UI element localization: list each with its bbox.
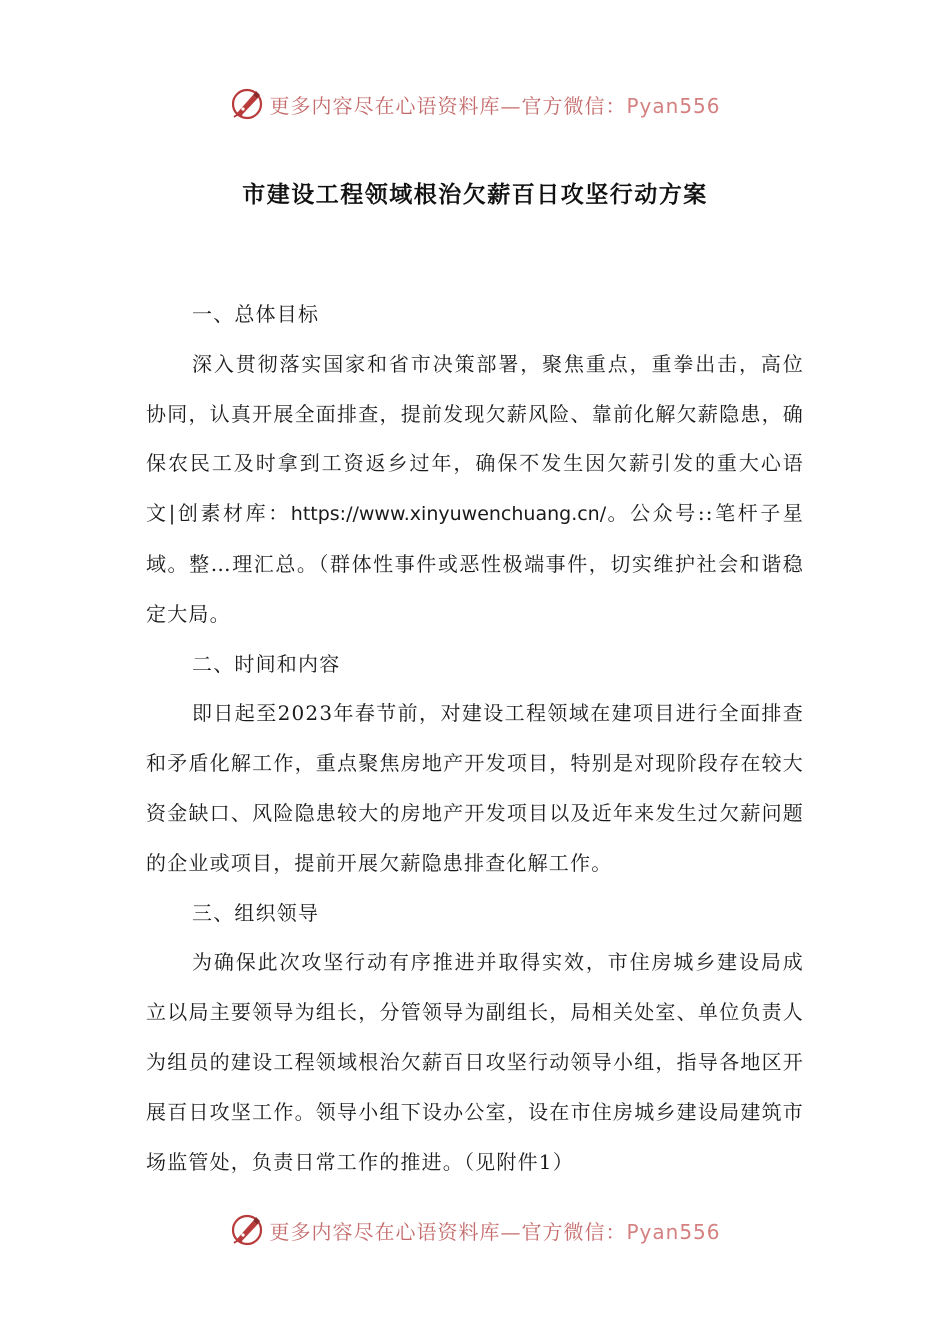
section-heading-1: 一、总体目标 (192, 302, 320, 326)
watermark-text: 更多内容尽在心语资料库—官方微信：Pyan556 (269, 1219, 721, 1244)
watermark-banner-top (0, 82, 950, 126)
pen-nib-logo-icon (229, 1212, 265, 1248)
section-paragraph-1: 深入贯彻落实国家和省市决策部署，聚焦重点，重拳出击，高位协同，认真开展全面排查，提前发现欠薪风险、靠前化解欠薪隐患，确保农民工及时拿到工资返乡过年，确保不发生因欠薪引发的重大心语文|创素材库：https://www.xinyuwenchuang.cn/。公众号::笔杆子星域。整…理汇总。（群体性事件或恶性极端事件，切实维护社会和谐稳定大局。 (146, 351, 805, 626)
document-title: 市建设工程领域根治欠薪百日攻坚行动方案 (242, 182, 708, 208)
section-paragraph-3: 为确保此次攻坚行动有序推进并取得实效，市住房城乡建设局成立以局主要领导为组长，分管领导为副组长，局相关处室、单位负责人为组员的建设工程领域根治欠薪百日攻坚行动领导小组，指导各地区开展百日攻坚工作。领导小组下设办公室，设在市住房城乡建设局建筑市场监管处，负责日常工作的推进。（见附件1） (146, 950, 804, 1174)
section-heading-2: 二、时间和内容 (192, 651, 341, 676)
watermark-text: 更多内容尽在心语资料库—官方微信：Pyan556 (269, 93, 721, 118)
document-body (146, 290, 804, 1187)
pen-nib-logo-icon (229, 86, 265, 122)
source-url: https://www.xinyuwenchuang.cn/ (290, 503, 607, 526)
section-paragraph-2: 即日起至2023年春节前，对建设工程领域在建项目进行全面排查和矛盾化解工作，重点聚焦房地产开发项目，特别是对现阶段存在较大资金缺口、风险隐患较大的房地产开发项目以及近年来发生过欠薪问题的企业或项目，提前开展欠薪隐患排查化解工作。 (146, 701, 804, 875)
watermark-banner-bottom (0, 1208, 950, 1252)
section-heading-3: 三、组织领导 (192, 900, 320, 925)
